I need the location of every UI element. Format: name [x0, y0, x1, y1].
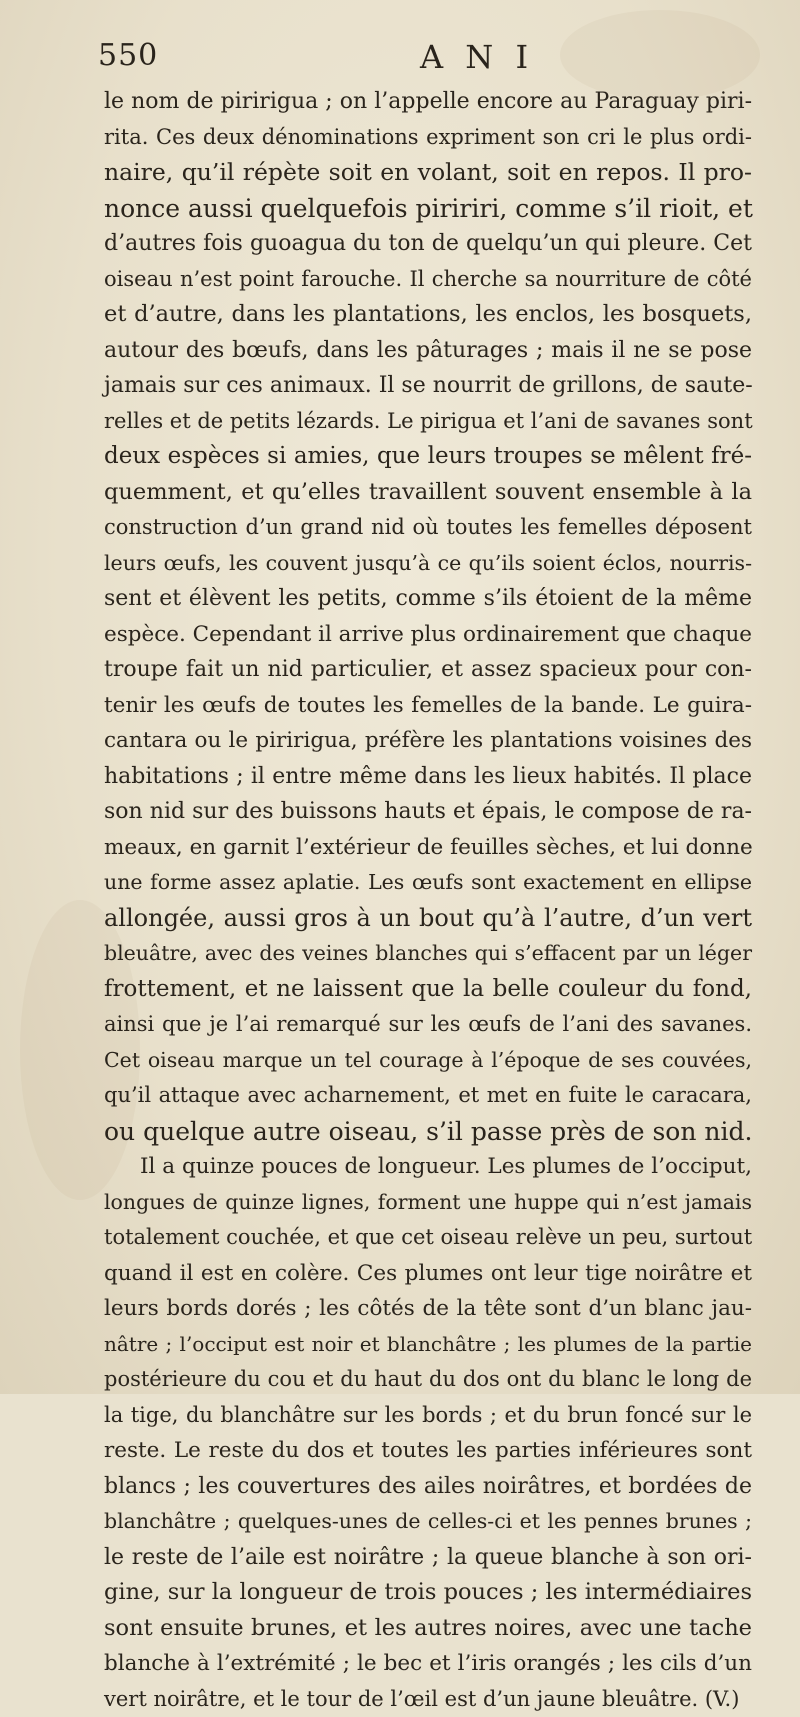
text-line: bleuâtre, avec des veines blanches qui s’effacent par un léger	[104, 936, 752, 972]
text-line: ou quelque autre oiseau, s’il passe près de son nid.	[104, 1114, 752, 1150]
text-line: leurs bords dorés ; les côtés de la tête sont d’un blanc jau-	[104, 1291, 752, 1327]
text-line: jamais sur ces animaux. Il se nourrit de grillons, de saute-	[104, 368, 752, 404]
text-line: quemment, et qu’elles travaillent souvent ensemble à la	[104, 475, 752, 511]
text-line: qu’il attaque avec acharnement, et met en fuite le caracara,	[104, 1078, 752, 1114]
text-line: frottement, et ne laissent que la belle couleur du fond,	[104, 972, 752, 1008]
text-line: nonce aussi quelquefois piririri, comme s’il rioit, et	[104, 191, 752, 227]
text-line: habitations ; il entre même dans les lieux habités. Il place	[104, 759, 752, 795]
text-line: Cet oiseau marque un tel courage à l’époque de ses couvées,	[104, 1043, 752, 1079]
text-line: ainsi que je l’ai remarqué sur les œufs de l’ani des savanes.	[104, 1007, 752, 1043]
running-head: A N I	[420, 38, 534, 76]
text-line: meaux, en garnit l’extérieur de feuilles sèches, et lui donne	[104, 830, 752, 866]
text-line: sent et élèvent les petits, comme s’ils étoient de la même	[104, 581, 752, 617]
text-line: relles et de petits lézards. Le pirigua et l’ani de savanes sont	[104, 404, 752, 440]
text-line: le nom de piririgua ; on l’appelle encore au Paraguay piri-	[104, 84, 752, 120]
text-line: blancs ; les couvertures des ailes noirâtres, et bordées de	[104, 1469, 752, 1505]
text-line: leurs œufs, les couvent jusqu’à ce qu’ils soient éclos, nourris-	[104, 546, 752, 582]
text-line: rita. Ces deux dénominations expriment son cri le plus ordi-	[104, 120, 752, 156]
text-line: le reste de l’aile est noirâtre ; la queue blanche à son ori-	[104, 1540, 752, 1576]
text-line: une forme assez aplatie. Les œufs sont exactement en ellipse	[104, 865, 752, 901]
text-line: construction d’un grand nid où toutes les femelles déposent	[104, 510, 752, 546]
text-line: la tige, du blanchâtre sur les bords ; et du brun foncé sur le	[104, 1398, 752, 1434]
text-line: troupe fait un nid particulier, et assez spacieux pour con-	[104, 652, 752, 688]
text-line: Il a quinze pouces de longueur. Les plumes de l’occiput,	[104, 1149, 752, 1185]
text-line: d’autres fois guoagua du ton de quelqu’un qui pleure. Cet	[104, 226, 752, 262]
text-line: espèce. Cependant il arrive plus ordinairement que chaque	[104, 617, 752, 653]
text-line: blanchâtre ; quelques-unes de celles-ci et les pennes brunes ;	[104, 1504, 752, 1540]
body-text	[104, 84, 752, 1717]
text-line: cantara ou le piririgua, préfère les plantations voisines des	[104, 723, 752, 759]
text-line: oiseau n’est point farouche. Il cherche sa nourriture de côté	[104, 262, 752, 298]
text-line: totalement couchée, et que cet oiseau relève un peu, surtout	[104, 1220, 752, 1256]
text-line: gine, sur la longueur de trois pouces ; les intermédiaires	[104, 1575, 752, 1611]
text-line: tenir les œufs de toutes les femelles de la bande. Le guira-	[104, 688, 752, 724]
text-line: et d’autre, dans les plantations, les enclos, les bosquets,	[104, 297, 752, 333]
text-line: nâtre ; l’occiput est noir et blanchâtre ; les plumes de la partie	[104, 1327, 752, 1363]
text-line: longues de quinze lignes, forment une huppe qui n’est jamais	[104, 1185, 752, 1221]
text-line: reste. Le reste du dos et toutes les parties inférieures sont	[104, 1433, 752, 1469]
text-line: sont ensuite brunes, et les autres noires, avec une tache	[104, 1611, 752, 1647]
text-line: deux espèces si amies, que leurs troupes se mêlent fré-	[104, 439, 752, 475]
text-line: allongée, aussi gros à un bout qu’à l’autre, d’un vert	[104, 901, 752, 937]
text-line: postérieure du cou et du haut du dos ont du blanc le long de	[104, 1362, 752, 1398]
text-line: son nid sur des buissons hauts et épais, le compose de ra-	[104, 794, 752, 830]
text-line: naire, qu’il répète soit en volant, soit en repos. Il pro-	[104, 155, 752, 191]
page-number: 550	[98, 38, 158, 73]
text-line: vert noirâtre, et le tour de l’œil est d’un jaune bleuâtre. (V.)	[104, 1682, 752, 1717]
text-line: blanche à l’extrémité ; le bec et l’iris orangés ; les cils d’un	[104, 1646, 752, 1682]
text-line: quand il est en colère. Ces plumes ont leur tige noirâtre et	[104, 1256, 752, 1292]
page-header	[98, 38, 718, 78]
text-line: autour des bœufs, dans les pâturages ; mais il ne se pose	[104, 333, 752, 369]
